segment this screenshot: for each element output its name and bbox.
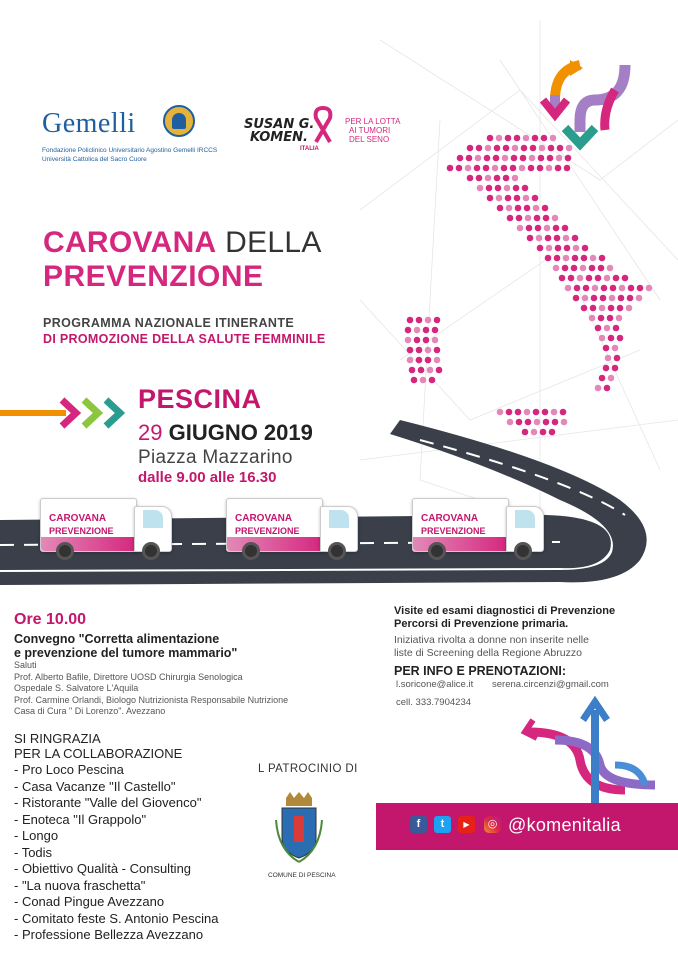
- map-dot: [409, 367, 416, 374]
- map-dot: [425, 347, 432, 354]
- van-label-1: CAROVANA: [235, 513, 293, 524]
- map-dot: [534, 215, 541, 222]
- map-dot: [628, 285, 635, 292]
- map-dot: [552, 215, 559, 222]
- map-dot: [495, 185, 502, 192]
- map-dot: [507, 215, 514, 222]
- headline-line1: [43, 226, 322, 260]
- map-dot: [608, 375, 615, 382]
- map-dot: [604, 275, 611, 282]
- map-dot: [573, 295, 580, 302]
- sponsor-list: [14, 762, 219, 944]
- map-dot: [595, 275, 602, 282]
- van-label-2: PREVENZIONE: [235, 526, 300, 536]
- patronage-label: L PATROCINIO DI: [258, 763, 358, 775]
- map-dot: [515, 205, 522, 212]
- map-dot: [502, 155, 509, 162]
- list-item: - Todis: [14, 844, 53, 860]
- italy-map: [370, 130, 670, 450]
- map-dot: [617, 305, 624, 312]
- map-dot: [517, 225, 524, 232]
- map-dot: [589, 315, 596, 322]
- map-dot: [475, 155, 482, 162]
- map-dot: [545, 255, 552, 262]
- map-dot: [599, 305, 606, 312]
- van-3: [412, 498, 542, 568]
- map-dot: [514, 195, 521, 202]
- map-dot: [528, 165, 535, 172]
- map-dot: [612, 345, 619, 352]
- map-dot: [503, 175, 510, 182]
- map-dot: [577, 275, 584, 282]
- map-dot: [476, 145, 483, 152]
- map-dot: [536, 235, 543, 242]
- list-item: - Ristorante "Valle del Giovenco": [14, 795, 202, 810]
- map-dot: [524, 205, 531, 212]
- list-item: - "La nuova fraschetta": [14, 877, 146, 893]
- map-dot: [496, 195, 503, 202]
- speaker-credits: [14, 660, 344, 718]
- list-item: - Comitato feste S. Antonio Pescina: [14, 910, 219, 926]
- map-dot: [599, 335, 606, 342]
- map-dot: [457, 155, 464, 162]
- map-dot: [519, 165, 526, 172]
- map-dot: [646, 285, 653, 292]
- credit-line: Ospedale S. Salvatore L'Aquila: [14, 683, 139, 693]
- van-2: [226, 498, 356, 568]
- map-dot: [600, 295, 607, 302]
- map-dot: [477, 185, 484, 192]
- map-dot: [543, 215, 550, 222]
- map-dot: [582, 295, 589, 302]
- map-dot: [427, 367, 434, 374]
- map-dot: [505, 195, 512, 202]
- event-hours: dalle 9.00 alle 16.30: [138, 469, 277, 486]
- conference-title-2: e prevenzione del tumore mammario": [14, 646, 238, 660]
- map-dot: [467, 175, 474, 182]
- map-dot: [626, 305, 633, 312]
- map-dot: [522, 185, 529, 192]
- credit-line: Saluti: [14, 660, 37, 670]
- map-dot: [432, 337, 439, 344]
- map-dot: [601, 285, 608, 292]
- map-dot: [456, 165, 463, 172]
- list-item: - Casa Vacanze "Il Castello": [14, 778, 176, 794]
- map-dot: [486, 185, 493, 192]
- map-dot: [503, 145, 510, 152]
- map-dot: [501, 165, 508, 172]
- conference-title-1: Convegno "Corretta alimentazione: [14, 632, 220, 646]
- map-dot: [513, 185, 520, 192]
- map-dot: [496, 135, 503, 142]
- map-dot: [544, 225, 551, 232]
- map-dot: [555, 165, 562, 172]
- map-dot: [619, 285, 626, 292]
- gemelli-sub-line1: Fondazione Policlinico Universitario Agostino Gemelli IRCCS: [42, 147, 218, 154]
- map-dot: [526, 225, 533, 232]
- youtube-icon[interactable]: ▶: [458, 816, 475, 833]
- conference-title: [14, 632, 274, 660]
- map-dot: [434, 347, 441, 354]
- map-dot: [497, 205, 504, 212]
- instagram-icon[interactable]: ◎: [484, 816, 501, 833]
- credit-line: Casa di Cura " Di Lorenzo". Avezzano: [14, 706, 166, 716]
- map-dot: [592, 285, 599, 292]
- decorative-arrows-bottom: [515, 690, 675, 805]
- initiative-line2: liste di Screening della Regione Abruzzo: [394, 646, 582, 659]
- komen-tagline-2: AI TUMORI: [349, 126, 391, 135]
- map-dot: [637, 285, 644, 292]
- map-dot: [514, 135, 521, 142]
- map-dot: [571, 265, 578, 272]
- map-dot: [565, 285, 572, 292]
- map-dot: [564, 245, 571, 252]
- map-dot: [447, 165, 454, 172]
- komen-tagline-1: PER LA LOTTA: [345, 117, 401, 126]
- map-dot: [487, 195, 494, 202]
- map-dot: [553, 225, 560, 232]
- komen-logo: [244, 118, 314, 144]
- map-dot: [581, 305, 588, 312]
- map-dot: [532, 195, 539, 202]
- map-dot: [562, 225, 569, 232]
- map-dot: [485, 175, 492, 182]
- map-dot: [524, 409, 531, 416]
- map-dot: [407, 347, 414, 354]
- map-dot: [414, 337, 421, 344]
- map-dot: [590, 255, 597, 262]
- map-dot: [485, 145, 492, 152]
- event-day: 29: [138, 420, 163, 445]
- map-dot: [504, 185, 511, 192]
- map-dot: [581, 255, 588, 262]
- map-dot: [559, 275, 566, 282]
- map-dot: [603, 365, 610, 372]
- map-dot: [425, 357, 432, 364]
- map-dot: [598, 265, 605, 272]
- program-subtitle: PROGRAMMA NAZIONALE ITINERANTE: [43, 316, 295, 330]
- map-dot: [553, 265, 560, 272]
- info-heading: PER INFO E PRENOTAZIONI:: [394, 664, 566, 678]
- map-dot: [627, 295, 634, 302]
- komen-tagline-3: DEL SENO: [349, 135, 390, 144]
- gemelli-sub-line2: Università Cattolica del Sacro Cuore: [42, 156, 147, 163]
- map-dot: [465, 165, 472, 172]
- map-dot: [494, 145, 501, 152]
- map-dot: [546, 245, 553, 252]
- map-dot: [493, 155, 500, 162]
- map-dot: [425, 317, 432, 324]
- map-dot: [612, 365, 619, 372]
- services-description: [394, 605, 615, 631]
- map-dot: [595, 325, 602, 332]
- map-dot: [418, 367, 425, 374]
- program-time: Ore 10.00: [14, 611, 87, 628]
- map-dot: [554, 255, 561, 262]
- map-dot: [636, 295, 643, 302]
- map-dot: [613, 275, 620, 282]
- twitter-icon[interactable]: t: [434, 816, 451, 833]
- gemelli-subtitle: [42, 146, 242, 164]
- comune-label: COMUNE DI PESCINA: [268, 872, 336, 879]
- map-dot: [614, 355, 621, 362]
- map-dot: [562, 265, 569, 272]
- credit-line: Prof. Carmine Orlandi, Biologo Nutrizionista Responsabile Nutrizione: [14, 694, 289, 705]
- map-dot: [542, 205, 549, 212]
- map-dot: [516, 215, 523, 222]
- map-dot: [608, 305, 615, 312]
- map-dot: [423, 337, 430, 344]
- van-label-2: PREVENZIONE: [49, 526, 114, 536]
- map-dot: [617, 335, 624, 342]
- list-item: - Enoteca "Il Grappolo": [14, 811, 147, 827]
- gemelli-logo: Gemelli: [42, 108, 136, 139]
- map-dot: [607, 265, 614, 272]
- map-dot: [580, 265, 587, 272]
- map-dot: [411, 377, 418, 384]
- map-dot: [546, 165, 553, 172]
- map-dot: [560, 409, 567, 416]
- komen-tagline: [345, 117, 400, 144]
- event-place: Piazza Mazzarino: [138, 447, 293, 468]
- map-dot: [613, 325, 620, 332]
- komen-country: ITALIA: [300, 146, 319, 152]
- map-dot: [605, 355, 612, 362]
- gemelli-seal-icon: [163, 105, 195, 137]
- map-dot: [515, 409, 522, 416]
- map-dot: [589, 265, 596, 272]
- social-handle[interactable]: @komenitalia: [508, 815, 621, 835]
- map-dot: [434, 357, 441, 364]
- map-dot: [466, 155, 473, 162]
- map-dot: [434, 317, 441, 324]
- map-dot: [563, 235, 570, 242]
- map-dot: [506, 205, 513, 212]
- phone-number[interactable]: cell. 333.7904234: [396, 697, 472, 708]
- map-dot: [527, 235, 534, 242]
- thanks-line2: PER LA COLLABORAZIONE: [14, 746, 183, 761]
- map-dot: [616, 315, 623, 322]
- credit-line: Prof. Alberto Bafile, Direttore UOSD Chirurgia Senologica: [14, 671, 243, 682]
- map-dot: [586, 275, 593, 282]
- map-dot: [505, 135, 512, 142]
- map-dot: [603, 345, 610, 352]
- map-dot: [598, 315, 605, 322]
- map-dot: [582, 245, 589, 252]
- event-date: [138, 420, 313, 446]
- map-dot: [537, 165, 544, 172]
- list-item: - Obiettivo Qualità - Consulting: [14, 861, 192, 876]
- event-month-year: GIUGNO 2019: [162, 420, 313, 445]
- program-subtitle-2: DI PROMOZIONE DELLA SALUTE FEMMINILE: [43, 332, 326, 346]
- map-dot: [416, 347, 423, 354]
- map-dot: [414, 327, 421, 334]
- map-dot: [492, 165, 499, 172]
- map-dot: [572, 235, 579, 242]
- map-dot: [545, 235, 552, 242]
- van-label-1: CAROVANA: [49, 513, 107, 524]
- map-dot: [607, 315, 614, 322]
- facebook-icon[interactable]: f: [410, 816, 427, 833]
- map-dot: [599, 255, 606, 262]
- list-item: - Conad Pingue Avezzano: [14, 894, 165, 909]
- event-city: PESCINA: [138, 384, 262, 414]
- map-dot: [420, 377, 427, 384]
- map-dot: [542, 409, 549, 416]
- map-dot: [604, 325, 611, 332]
- map-dot: [497, 409, 504, 416]
- van-1: [40, 498, 170, 568]
- komen-line1: SUSAN G.: [244, 117, 315, 132]
- services-line1: Visite ed esami diagnostici di Prevenzione: [394, 605, 616, 617]
- map-dot: [590, 305, 597, 312]
- map-dot: [525, 215, 532, 222]
- map-dot: [551, 409, 558, 416]
- pink-ribbon-icon: [306, 104, 340, 146]
- map-dot: [572, 255, 579, 262]
- van-label-1: CAROVANA: [421, 513, 479, 524]
- map-dot: [574, 285, 581, 292]
- komen-line2: KOMEN.: [250, 130, 308, 145]
- headline-word-della: DELLA: [216, 226, 322, 259]
- map-dot: [618, 295, 625, 302]
- map-dot: [510, 165, 517, 172]
- map-dot: [405, 327, 412, 334]
- map-dot: [407, 357, 414, 364]
- map-dot: [555, 245, 562, 252]
- initiative-description: [394, 634, 589, 659]
- map-dot: [506, 409, 513, 416]
- map-dot: [432, 327, 439, 334]
- initiative-line1: Iniziativa rivolta a donne non inserite nelle: [394, 634, 589, 646]
- map-dot: [595, 385, 602, 392]
- map-dot: [610, 285, 617, 292]
- map-dot: [604, 385, 611, 392]
- map-dot: [533, 409, 540, 416]
- map-dot: [554, 235, 561, 242]
- map-dot: [563, 255, 570, 262]
- map-dot: [599, 375, 606, 382]
- van-label-2: PREVENZIONE: [421, 526, 486, 536]
- services-line2: Percorsi di Prevenzione primaria.: [394, 618, 569, 630]
- map-dot: [564, 165, 571, 172]
- email-link-2[interactable]: serena.circenzi@gmail.com: [492, 679, 609, 690]
- map-dot: [591, 295, 598, 302]
- map-dot: [573, 245, 580, 252]
- map-dot: [583, 285, 590, 292]
- map-dot: [416, 357, 423, 364]
- map-dot: [484, 155, 491, 162]
- map-dot: [511, 155, 518, 162]
- thanks-heading: [14, 731, 182, 761]
- map-dot: [568, 275, 575, 282]
- map-dot: [494, 175, 501, 182]
- map-dot: [407, 317, 414, 324]
- map-dot: [512, 175, 519, 182]
- map-dot: [533, 205, 540, 212]
- map-dot: [423, 327, 430, 334]
- map-dot: [436, 367, 443, 374]
- map-dot: [429, 377, 436, 384]
- map-dot: [622, 275, 629, 282]
- map-dot: [608, 335, 615, 342]
- list-item: - Pro Loco Pescina: [14, 762, 124, 777]
- map-dot: [487, 135, 494, 142]
- email-link-1[interactable]: l.soricone@alice.it: [396, 679, 474, 690]
- map-dot: [535, 225, 542, 232]
- map-dot: [512, 145, 519, 152]
- map-dot: [537, 245, 544, 252]
- comune-crest-icon: [272, 790, 326, 865]
- headline-line2: PREVENZIONE: [43, 260, 264, 293]
- map-dot: [467, 145, 474, 152]
- list-item: - Professione Bellezza Avezzano: [14, 927, 204, 942]
- map-dot: [405, 337, 412, 344]
- map-dot: [483, 165, 490, 172]
- map-dot: [609, 295, 616, 302]
- map-dot: [476, 175, 483, 182]
- thanks-line1: SI RINGRAZIA: [14, 731, 101, 746]
- map-dot: [416, 317, 423, 324]
- headline-word-carovana: CAROVANA: [43, 226, 217, 259]
- list-item: - Longo: [14, 828, 59, 843]
- decorative-arrows-top: [525, 60, 645, 160]
- map-dot: [523, 195, 530, 202]
- map-dot: [474, 165, 481, 172]
